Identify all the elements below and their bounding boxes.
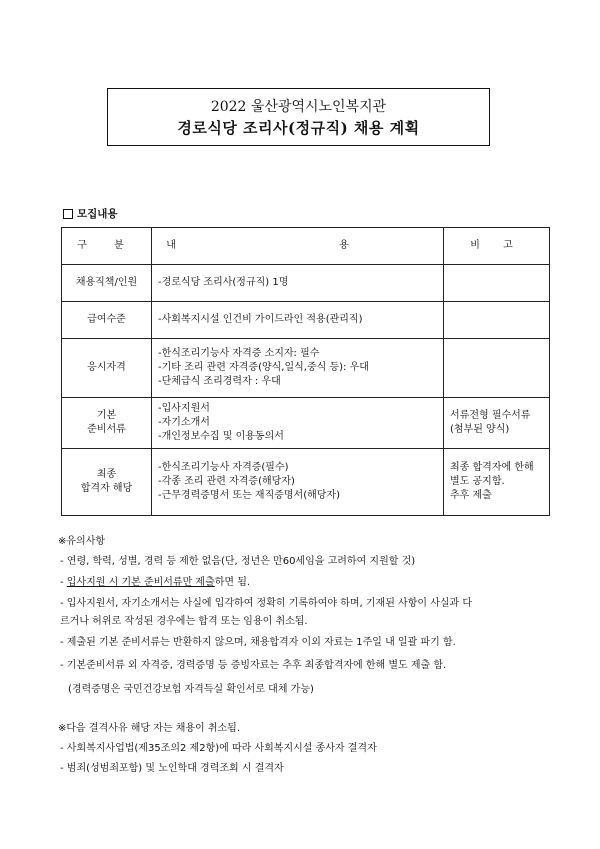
row-note <box>444 265 550 302</box>
section-heading <box>63 206 118 221</box>
row-category <box>62 265 152 302</box>
category-line: 기본 <box>96 410 117 421</box>
row-note <box>444 339 550 398</box>
category-line: 준비서류 <box>87 424 126 435</box>
content-line: -사회복지시설 인건비 가이드라인 적용(관리직) <box>158 314 363 325</box>
row-content <box>152 302 444 339</box>
title-line-1: 2022 울산광역시노인복지관 <box>210 99 387 115</box>
content-line: -경로식당 조리사(정규직) 1명 <box>158 277 289 288</box>
section-label: 모집내용 <box>77 208 118 220</box>
row-note <box>444 302 550 339</box>
row-category <box>62 449 152 516</box>
category-line: 채용직책/인원 <box>75 277 138 288</box>
row-content <box>152 339 444 398</box>
table-row <box>62 302 550 339</box>
content-line: -근무경력증명서 또는 재직증명서(해당자) <box>158 490 340 501</box>
content-line: -각종 조리 관련 자격증(해당자) <box>158 476 295 487</box>
table-row <box>62 339 550 398</box>
header-content: 내 용 <box>152 228 444 265</box>
row-content <box>152 449 444 516</box>
note-item: - 제출된 기본 준비서류는 반환하지 않으며, 채용합격자 이외 자료는 1주일 내 일괄 파기 함. <box>60 637 456 648</box>
table-header-row <box>62 228 550 265</box>
content-line: -단체급식 조리경력자 : 우대 <box>158 376 281 387</box>
category-line: 합격자 해당 <box>80 483 133 494</box>
row-category <box>62 302 152 339</box>
note-item-continued: 르거나 허위로 작성된 경우에는 합격 또는 임용이 취소됨. <box>60 616 308 627</box>
row-category <box>62 339 152 398</box>
note-line: 최종 합격자에 한해 <box>450 462 534 473</box>
table-row <box>62 449 550 516</box>
disqualification-item: - 사회복지사업법(제35조의2 제2항)에 따라 사회복지시설 종사자 결격자 <box>60 743 377 754</box>
note-line: (첨부된 양식) <box>450 424 510 435</box>
title-line-2: 경로식당 조리사(정규직) 채용 계획 <box>177 119 420 137</box>
note-line: 별도 공지함. <box>450 476 505 487</box>
note-item-aside: (경력증명은 국민건강보험 자격득실 확인서로 대체 가능) <box>68 684 314 695</box>
content-line: -한식조리기능사 자격증 소지자: 필수 <box>158 348 320 359</box>
content-line: -입사지원서 <box>158 403 210 414</box>
notes-heading: ※유의사항 <box>58 536 106 547</box>
checkbox-icon <box>63 209 73 219</box>
note-item: - 연령, 학력, 성별, 경력 등 제한 없음(단, 정년은 만60세임을 고려하여 지원할 것) <box>60 556 416 567</box>
row-category <box>62 398 152 449</box>
note-line: 서류전형 필수서류 <box>450 410 531 421</box>
note-item <box>60 576 250 590</box>
title-box <box>107 88 490 146</box>
note-dash: - <box>60 577 67 588</box>
note-underlined-text: 입사지원 시 기본 준비서류만 제출 <box>66 577 215 588</box>
row-note <box>444 449 550 516</box>
content-line: -자기소개서 <box>158 417 210 428</box>
recruitment-table <box>61 227 550 516</box>
row-note <box>444 398 550 449</box>
header-note: 비 고 <box>444 228 550 265</box>
category-line: 응시자격 <box>87 362 126 373</box>
row-content <box>152 398 444 449</box>
note-line: 추후 제출 <box>450 490 492 501</box>
content-line: -한식조리기능사 자격증(필수) <box>158 462 289 473</box>
table-row <box>62 398 550 449</box>
row-content <box>152 265 444 302</box>
disqualification-heading: ※다음 결격사유 해당 자는 채용이 취소됨. <box>58 723 241 734</box>
header-category: 구 분 <box>62 228 152 265</box>
category-line: 급여수준 <box>87 314 126 325</box>
category-line: 최종 <box>96 469 117 480</box>
table-row <box>62 265 550 302</box>
note-item: - 입사지원서, 자기소개서는 사실에 입각하여 정확히 기록하여야 하며, 기재된 사항이 사실과 다 <box>60 598 473 609</box>
content-line: -개인정보수집 및 이용동의서 <box>158 431 284 442</box>
note-text: 하면 됨. <box>214 577 251 588</box>
note-item: - 기본준비서류 외 자격증, 경력증명 등 증빙자료는 추후 최종합격자에 한해 별도 제출 함. <box>60 660 447 671</box>
disqualification-item: - 범죄(성범죄포함) 및 노인학대 경력조회 시 결격자 <box>60 763 284 774</box>
content-line: -기타 조리 관련 자격증(양식,일식,중식 등): 우대 <box>158 362 369 373</box>
